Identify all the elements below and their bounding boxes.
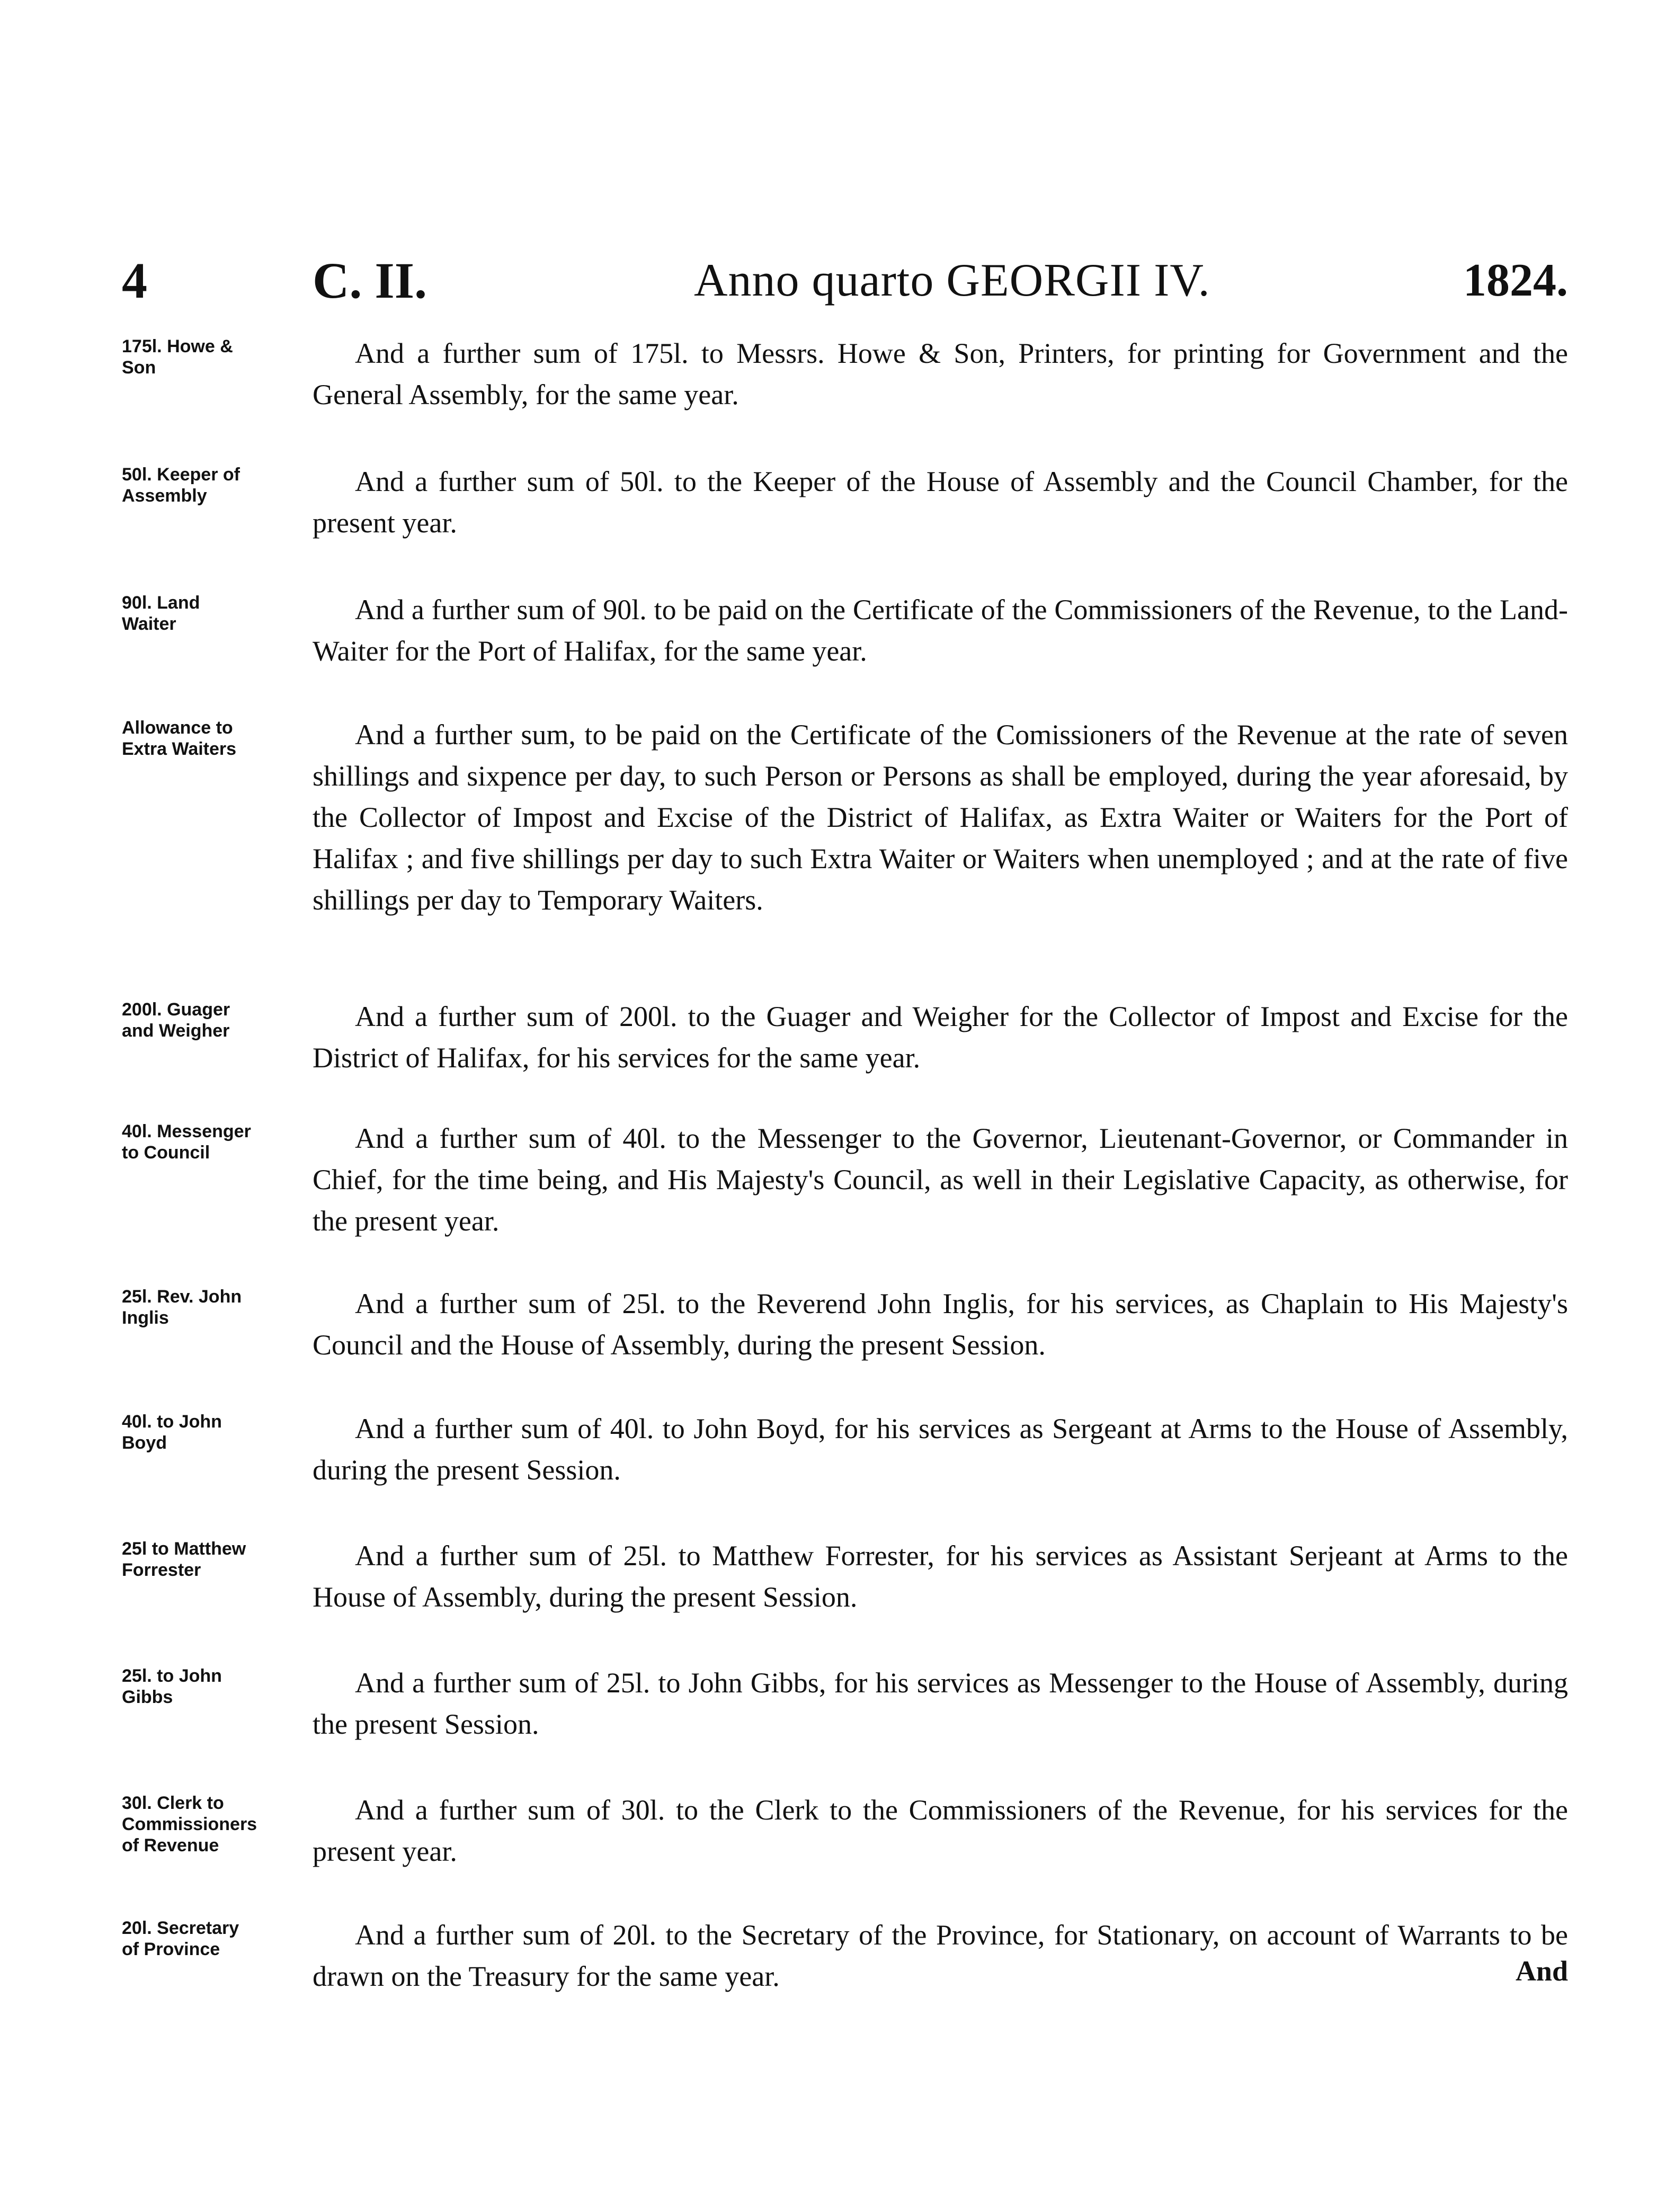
margin-note: 175l. Howe & Son [122,336,233,378]
entry-text: And a further sum, to be paid on the Certificate of the Comissioners of the Revenue at the rate of seven shillings and sixpence per day, to such Person or Persons as shall be employed, during the year aforesaid, by the Collector of Impost and Excise of the District of Halifax, as Extra Waiter or Waiters for the Port of Halifax ; and five shillings per day to such Extra Waiter or Waiters when unemployed ; and at the rate of five shillings per day to Temporary Waiters. [313,719,1568,916]
margin-note: 25l. Rev. John Inglis [122,1287,242,1328]
margin-note: 20l. Secretary of Province [122,1918,239,1959]
margin-note: Allowance to Extra Waiters [122,718,237,759]
entry-text: And a further sum of 25l. to the Reverend John Inglis, for his services, as Chaplain to His Majesty's Council and the House of Assembly, during the present Session. [313,1288,1568,1361]
entry-text: And a further sum of 50l. to the Keeper of the House of Assembly and the Council Chamber, for the present year. [313,466,1568,539]
margin-note: 90l. Land Waiter [122,593,200,634]
margin-note: 25l. to John Gibbs [122,1666,222,1707]
chapter-number: C. II. [313,252,427,309]
margin-note: 40l. Messenger to Council [122,1121,251,1163]
entry-text: And a further sum of 90l. to be paid on the Certificate of the Commissioners of the Revenue, to the Land-Waiter for the Port of Halifax, for the same year. [313,594,1568,667]
margin-note: 50l. Keeper of Assembly [122,465,240,506]
running-title: Anno quarto GEORGII IV. [694,255,1210,306]
catchword: And [1515,1955,1568,1987]
entry-text: And a further sum of 30l. to the Clerk to the Commissioners of the Revenue, for his services for the present year. [313,1794,1568,1867]
header-year: 1824. [1463,255,1568,306]
margin-note: 200l. Guager and Weigher [122,1000,230,1041]
entry-text: And a further sum of 25l. to Matthew Forrester, for his services as Assistant Serjeant at Arms to the House of Assembly, during the present Session. [313,1540,1568,1613]
margin-note: 25l to Matthew Forrester [122,1539,246,1580]
page-header [122,249,1568,318]
entry-text: And a further sum of 175l. to Messrs. Howe & Son, Printers, for printing for Government and the General Assembly, for the same year. [313,337,1568,411]
entry-text: And a further sum of 25l. to John Gibbs, for his services as Messenger to the House of Assembly, during the present Session. [313,1667,1568,1740]
entry-text: And a further sum of 40l. to the Messenger to the Governor, Lieutenant-Governor, or Commander in Chief, for the time being, and His Majesty's Council, as well in their Legislative Capacity, as otherwise, for the present year. [313,1122,1568,1237]
page-number: 4 [122,252,147,309]
entry-text: And a further sum of 40l. to John Boyd, for his services as Sergeant at Arms to the House of Assembly, during the present Session. [313,1413,1568,1486]
entry-text: And a further sum of 20l. to the Secretary of the Province, for Stationary, on account of Warrants to be drawn on the Treasury for the same year. [313,1919,1568,1992]
margin-note: 30l. Clerk to Commissioners of Revenue [122,1793,257,1856]
entry-text: And a further sum of 200l. to the Guager and Weigher for the Collector of Impost and Excise for the District of Halifax, for his services for the same year. [313,1001,1568,1074]
margin-note: 40l. to John Boyd [122,1412,222,1453]
